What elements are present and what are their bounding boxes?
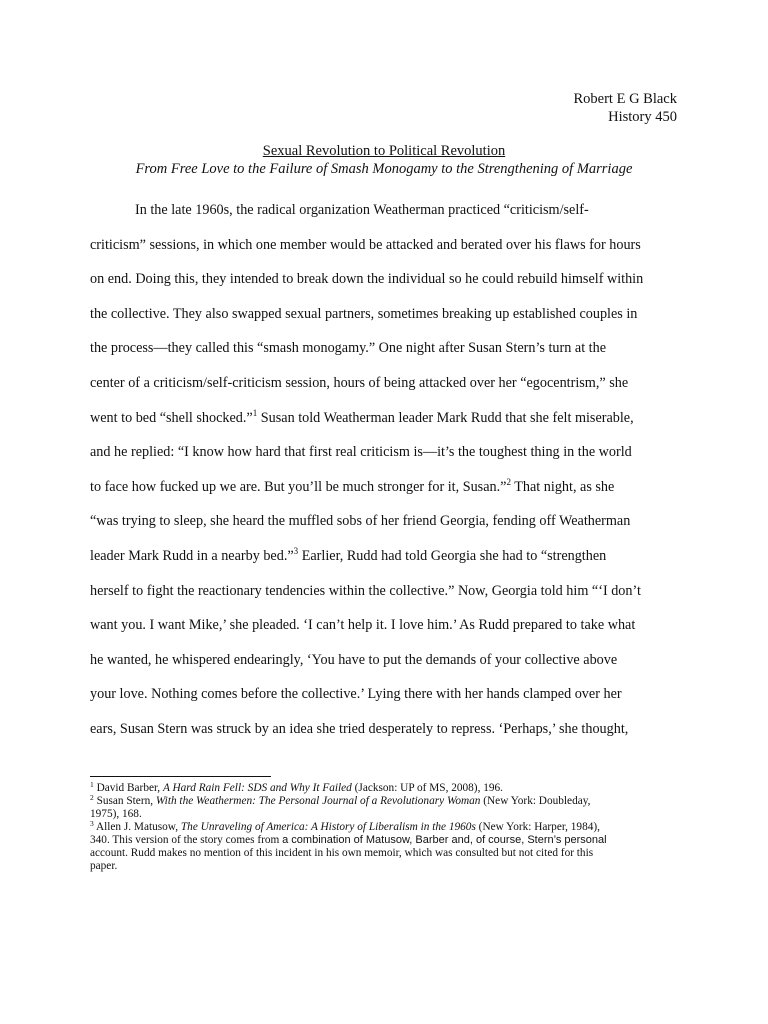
footnote-ref[interactable]: 3 <box>293 545 299 556</box>
footnote-work-title: A Hard Rain Fell: SDS and Why It Failed <box>162 782 352 794</box>
body-line: your love. Nothing comes before the collective.’ Lying there with her hands clamped over her <box>90 686 622 703</box>
footnote-text: David Barber, <box>93 782 163 794</box>
footnote-line <box>90 821 690 834</box>
footnote-3 <box>90 821 690 873</box>
footnote-line: 1975), 168. <box>90 808 142 820</box>
body-line: the collective. They also swapped sexual partners, sometimes breaking up established couples in <box>90 305 638 322</box>
footnote-text: (New York: Harper, 1984), <box>475 821 600 833</box>
body-line: criticism” sessions, in which one member would be attacked and berated over his flaws for hours <box>90 236 641 253</box>
body-line: In the late 1960s, the radical organization Weatherman practiced “criticism/self- <box>135 202 589 218</box>
body-line: herself to fight the reactionary tendencies within the collective.” Now, Georgia told him “‘I don’t <box>90 582 641 599</box>
body-segment: Earlier, Rudd had told Georgia she had to “strengthen <box>298 547 607 564</box>
body-line: want you. I want Mike,’ she pleaded. ‘I can’t help it. I love him.’ As Rudd prepared to take what <box>90 617 636 634</box>
course-name: History 450 <box>608 109 677 125</box>
footnote-text: (Jackson: UP of MS, 2008), 196. <box>351 782 503 794</box>
footnote-text: a combination of Matusow, Barber and, of course, Stern’s personal <box>282 834 607 846</box>
footnote-line: paper. <box>90 860 118 872</box>
paper-title: Sexual Revolution to Political Revolution <box>262 143 506 159</box>
footnote-mark: 3 <box>90 819 94 828</box>
body-text <box>90 193 682 747</box>
author-name: Robert E G Black <box>573 91 677 107</box>
footnote-line <box>90 782 690 795</box>
footnote-text: Susan Stern, <box>93 795 156 807</box>
paper-subtitle: From Free Love to the Failure of Smash Monogamy to the Strengthening of Marriage <box>135 161 633 177</box>
header-block <box>574 90 678 126</box>
body-line: on end. Doing this, they intended to break down the individual so he could rebuild himself within <box>90 271 644 288</box>
footnote-work-title: With the Weathermen: The Personal Journal of a Revolutionary Woman <box>155 795 481 807</box>
footnote-line <box>90 834 690 847</box>
footnote-text: Allen J. Matusow, <box>93 821 181 833</box>
body-line <box>90 470 682 505</box>
footnote-mark: 2 <box>90 793 94 802</box>
footnote-mark: 1 <box>90 780 94 789</box>
body-segment: Susan told Weatherman leader Mark Rudd that she felt miserable, <box>257 409 634 426</box>
footnote-text: (New York: Doubleday, <box>480 795 591 807</box>
footnote-1 <box>90 782 690 795</box>
body-line: he wanted, he whispered endearingly, ‘You have to put the demands of your collective above <box>90 651 618 668</box>
footnote-ref[interactable]: 2 <box>506 476 511 487</box>
body-segment: leader Mark Rudd in a nearby bed.” <box>90 547 294 564</box>
footnotes <box>90 782 690 873</box>
body-line <box>90 539 682 574</box>
footnote-work-title: The Unraveling of America: A History of Liberalism in the 1960s <box>180 821 476 833</box>
footnote-2 <box>90 795 690 821</box>
footnote-ref[interactable]: 1 <box>252 407 258 418</box>
body-segment: to face how fucked up we are. But you’ll be much stronger for it, Susan.” <box>90 478 507 495</box>
body-line <box>90 401 682 436</box>
body-line: and he replied: “I know how hard that first real criticism is—it’s the toughest thing in the world <box>90 444 632 461</box>
footnote-separator <box>90 776 271 777</box>
body-segment: That night, as she <box>510 478 615 495</box>
body-line: center of a criticism/self-criticism session, hours of being attacked over her “egocentrism,” she <box>90 374 629 391</box>
body-segment: went to bed “shell shocked.” <box>90 409 253 426</box>
footnote-text: 340. This version of the story comes from <box>90 834 283 846</box>
footnote-line <box>90 795 690 808</box>
body-line: “was trying to sleep, she heard the muffled sobs of her friend Georgia, fending off Weatherman <box>90 513 631 530</box>
footnote-line: account. Rudd makes no mention of this incident in his own memoir, which was consulted but not cited for this <box>90 847 594 859</box>
body-line: the process—they called this “smash monogamy.” One night after Susan Stern’s turn at the <box>90 340 607 357</box>
body-line: ears, Susan Stern was struck by an idea she tried desperately to repress. ‘Perhaps,’ she thought, <box>90 720 629 737</box>
